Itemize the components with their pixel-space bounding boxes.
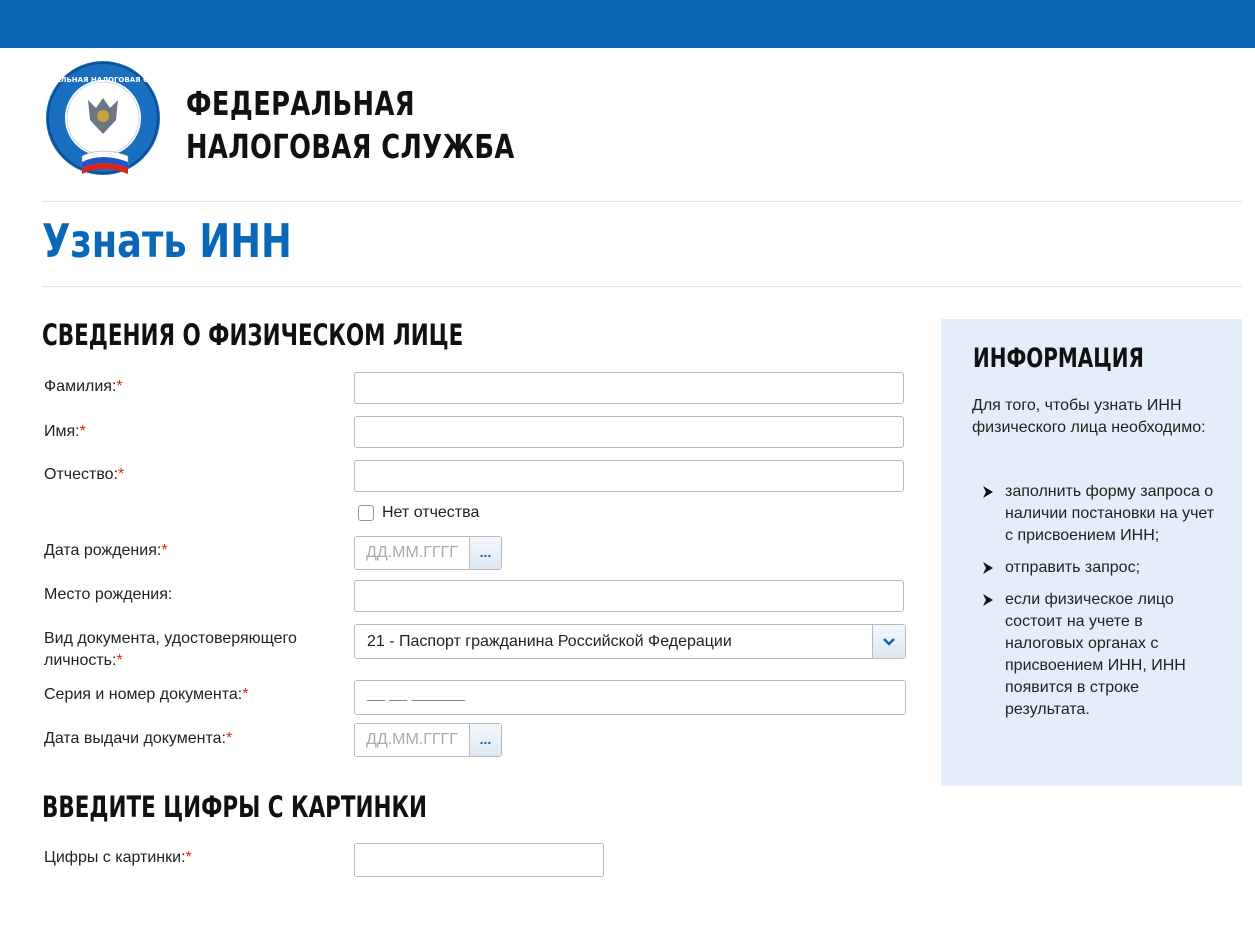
doc-number-label: Серия и номер документа:* bbox=[44, 686, 249, 703]
captcha-section-title: ВВЕДИТЕ ЦИФРЫ С КАРТИНКИ bbox=[42, 790, 427, 824]
required-mark: * bbox=[185, 849, 192, 866]
list-item: если физическое лицо состоит на учете в налоговых органах с присвоением ИНН, ИНН появится в строке результата. bbox=[981, 589, 1221, 721]
birth-date-calendar-button[interactable]: ... bbox=[469, 537, 501, 569]
doc-type-select[interactable] bbox=[354, 624, 906, 659]
doc-issue-date-input[interactable]: ДД.ММ.ГГГГ bbox=[366, 731, 458, 748]
list-item: заполнить форму запроса о наличии постановки на учет с присвоением ИНН; bbox=[981, 481, 1221, 547]
info-intro: Для того, чтобы узнать ИНН физического лица необходимо: bbox=[972, 397, 1206, 436]
title-divider bbox=[42, 286, 1242, 287]
fns-emblem-icon[interactable] bbox=[27, 60, 179, 180]
required-mark: * bbox=[79, 423, 86, 440]
birth-place-input[interactable] bbox=[354, 580, 904, 612]
org-name-line2: НАЛОГОВАЯ СЛУЖБА bbox=[186, 127, 515, 166]
birth-date-label: Дата рождения:* bbox=[44, 542, 168, 559]
arrow-right-icon bbox=[981, 561, 995, 575]
name-input[interactable] bbox=[354, 416, 904, 448]
info-title: ИНФОРМАЦИЯ bbox=[973, 343, 1144, 374]
birth-date-input[interactable]: ДД.ММ.ГГГГ bbox=[366, 544, 458, 561]
required-mark: * bbox=[161, 542, 168, 559]
info-list bbox=[981, 481, 1221, 731]
info-panel bbox=[941, 319, 1242, 786]
patronymic-label: Отчество:* bbox=[44, 466, 125, 483]
doc-issue-date-label: Дата выдачи документа:* bbox=[44, 730, 233, 747]
no-patronymic-checkbox[interactable] bbox=[358, 505, 374, 521]
required-mark: * bbox=[116, 378, 123, 395]
no-patronymic-label[interactable]: Нет отчества bbox=[382, 504, 480, 521]
doc-type-dropdown-button[interactable] bbox=[872, 625, 905, 658]
org-name-line1: ФЕДЕРАЛЬНАЯ bbox=[186, 84, 415, 123]
person-section-title: СВЕДЕНИЯ О ФИЗИЧЕСКОМ ЛИЦЕ bbox=[42, 318, 464, 352]
required-mark: * bbox=[242, 686, 249, 703]
doc-issue-date-calendar-button[interactable]: ... bbox=[469, 724, 501, 756]
patronymic-input[interactable] bbox=[354, 460, 904, 492]
header-divider bbox=[42, 201, 1242, 202]
birth-date-field[interactable] bbox=[354, 536, 502, 570]
emblem-ring-text: ФЕДЕРАЛЬНАЯ НАЛОГОВАЯ СЛУЖБА bbox=[27, 76, 179, 84]
top-bar bbox=[0, 0, 1255, 48]
doc-number-mask: __ __ ______ bbox=[367, 685, 465, 702]
captcha-input[interactable] bbox=[354, 843, 604, 877]
arrow-right-icon bbox=[981, 593, 995, 607]
page-title: Узнать ИНН bbox=[42, 214, 292, 268]
doc-type-value[interactable]: 21 - Паспорт гражданина Российской Федерации bbox=[367, 633, 732, 650]
list-item: отправить запрос; bbox=[981, 557, 1221, 579]
birth-place-label: Место рождения: bbox=[44, 586, 173, 603]
org-name[interactable] bbox=[186, 82, 515, 168]
chevron-down-icon bbox=[882, 637, 896, 647]
required-mark: * bbox=[118, 466, 125, 483]
required-mark: * bbox=[225, 730, 233, 747]
arrow-right-icon bbox=[981, 485, 995, 499]
surname-label: Фамилия:* bbox=[44, 378, 123, 395]
doc-type-label: Вид документа, удостоверяющего личность:* bbox=[44, 630, 297, 669]
name-label: Имя:* bbox=[44, 423, 86, 440]
captcha-label: Цифры с картинки:* bbox=[44, 849, 192, 866]
required-mark: * bbox=[116, 652, 123, 669]
no-patronymic-row[interactable] bbox=[358, 504, 479, 522]
doc-number-input[interactable] bbox=[354, 680, 906, 715]
doc-issue-date-field[interactable] bbox=[354, 723, 502, 757]
surname-input[interactable] bbox=[354, 372, 904, 404]
